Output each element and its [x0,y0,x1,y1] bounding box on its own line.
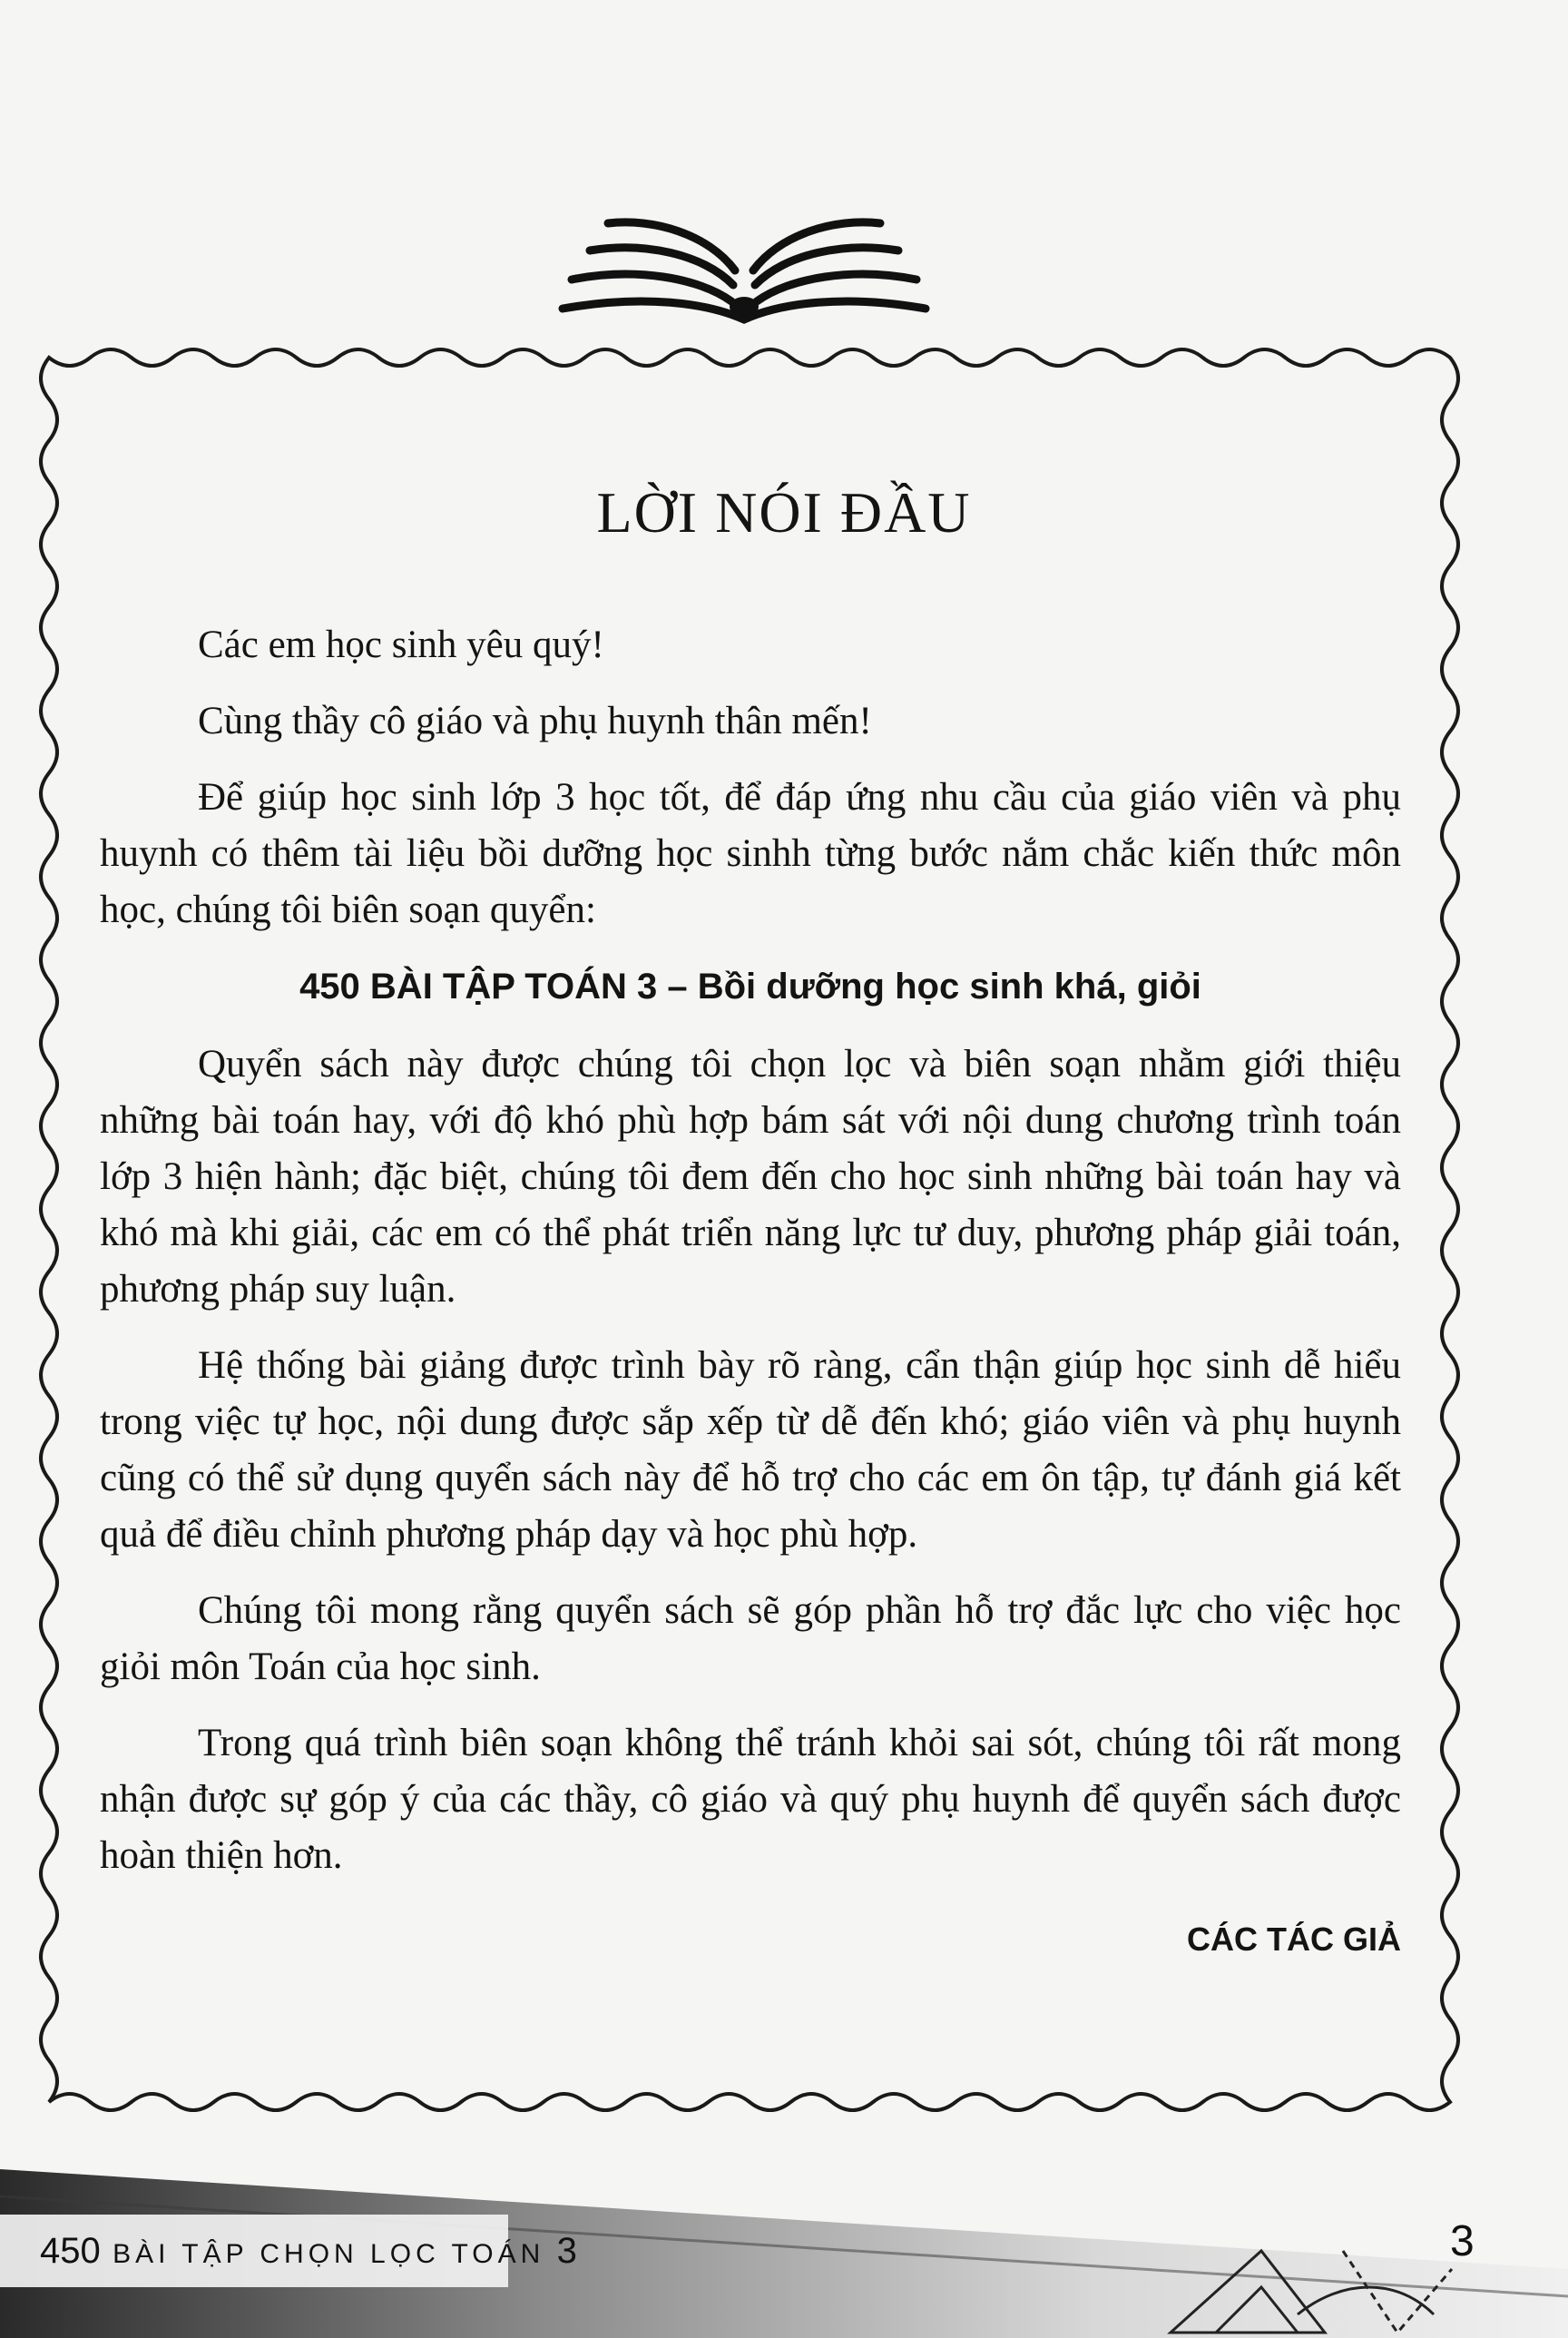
paragraph-feedback: Trong quá trình biên soạn không thể tránh khỏi sai sót, chúng tôi rất mong nhận được sự góp ý của các thầy, cô giáo và quý phụ huynh để quyển sách được hoàn thiện hơn. [100,1722,1401,1877]
page-title: LỜI NÓI ĐẦU [596,480,972,545]
paragraph-hope: Chúng tôi mong rằng quyển sách sẽ góp phần hỗ trợ đắc lực cho việc học giỏi môn Toán của học sinh. [100,1589,1401,1688]
greeting-teachers-parents: Cùng thầy cô giáo và phụ huynh thân mến! [198,700,872,742]
book-title: 450 BÀI TẬP TOÁN 3 – Bồi dưỡng học sinh khá, giỏi [299,967,1201,1007]
footer-grade: 3 [556,2231,577,2271]
footer-series-title: BÀI TẬP CHỌN LỌC TOÁN [113,2239,545,2269]
signature: CÁC TÁC GIẢ [1187,1920,1401,1958]
paragraph-purpose: Để giúp học sinh lớp 3 học tốt, để đáp ứng nhu cầu của giáo viên và phụ huynh có thêm tài liệu bồi dưỡng học sinhh từng bước nắm chắc kiến thức môn học, chúng tôi biên soạn quyển: [100,776,1401,931]
footer-number-prefix: 450 [40,2231,101,2271]
paragraph-structure: Hệ thống bài giảng được trình bày rõ ràng, cẩn thận giúp học sinh dễ hiểu trong việc tự học, nội dung được sắp xếp từ dễ đến khó; giáo viên và phụ huynh cũng có thể sử dụng quyển sách này để hỗ trợ cho các em ôn tập, tự đánh giá kết quả để điều chỉnh phương pháp dạy và học phù hợp. [100,1344,1401,1556]
paragraph-content: Quyển sách này được chúng tôi chọn lọc và biên soạn nhằm giới thiệu những bài toán hay, với độ khó phù hợp bám sát với nội dung chương trình toán lớp 3 hiện hành; đặc biệt, chúng tôi đem đến cho học sinh những bài toán hay và khó mà khi giải, các em có thể phát triển năng lực tư duy, phương pháp giải toán, phương pháp suy luận. [100,1043,1401,1311]
footer-book-title [40,2231,577,2272]
open-book-icon [554,207,935,325]
preface-body [100,617,1401,1988]
page-number: 3 [1450,2217,1475,2265]
greeting-students: Các em học sinh yêu quý! [198,624,604,666]
geometry-sketch-decoration [1161,2215,1568,2338]
